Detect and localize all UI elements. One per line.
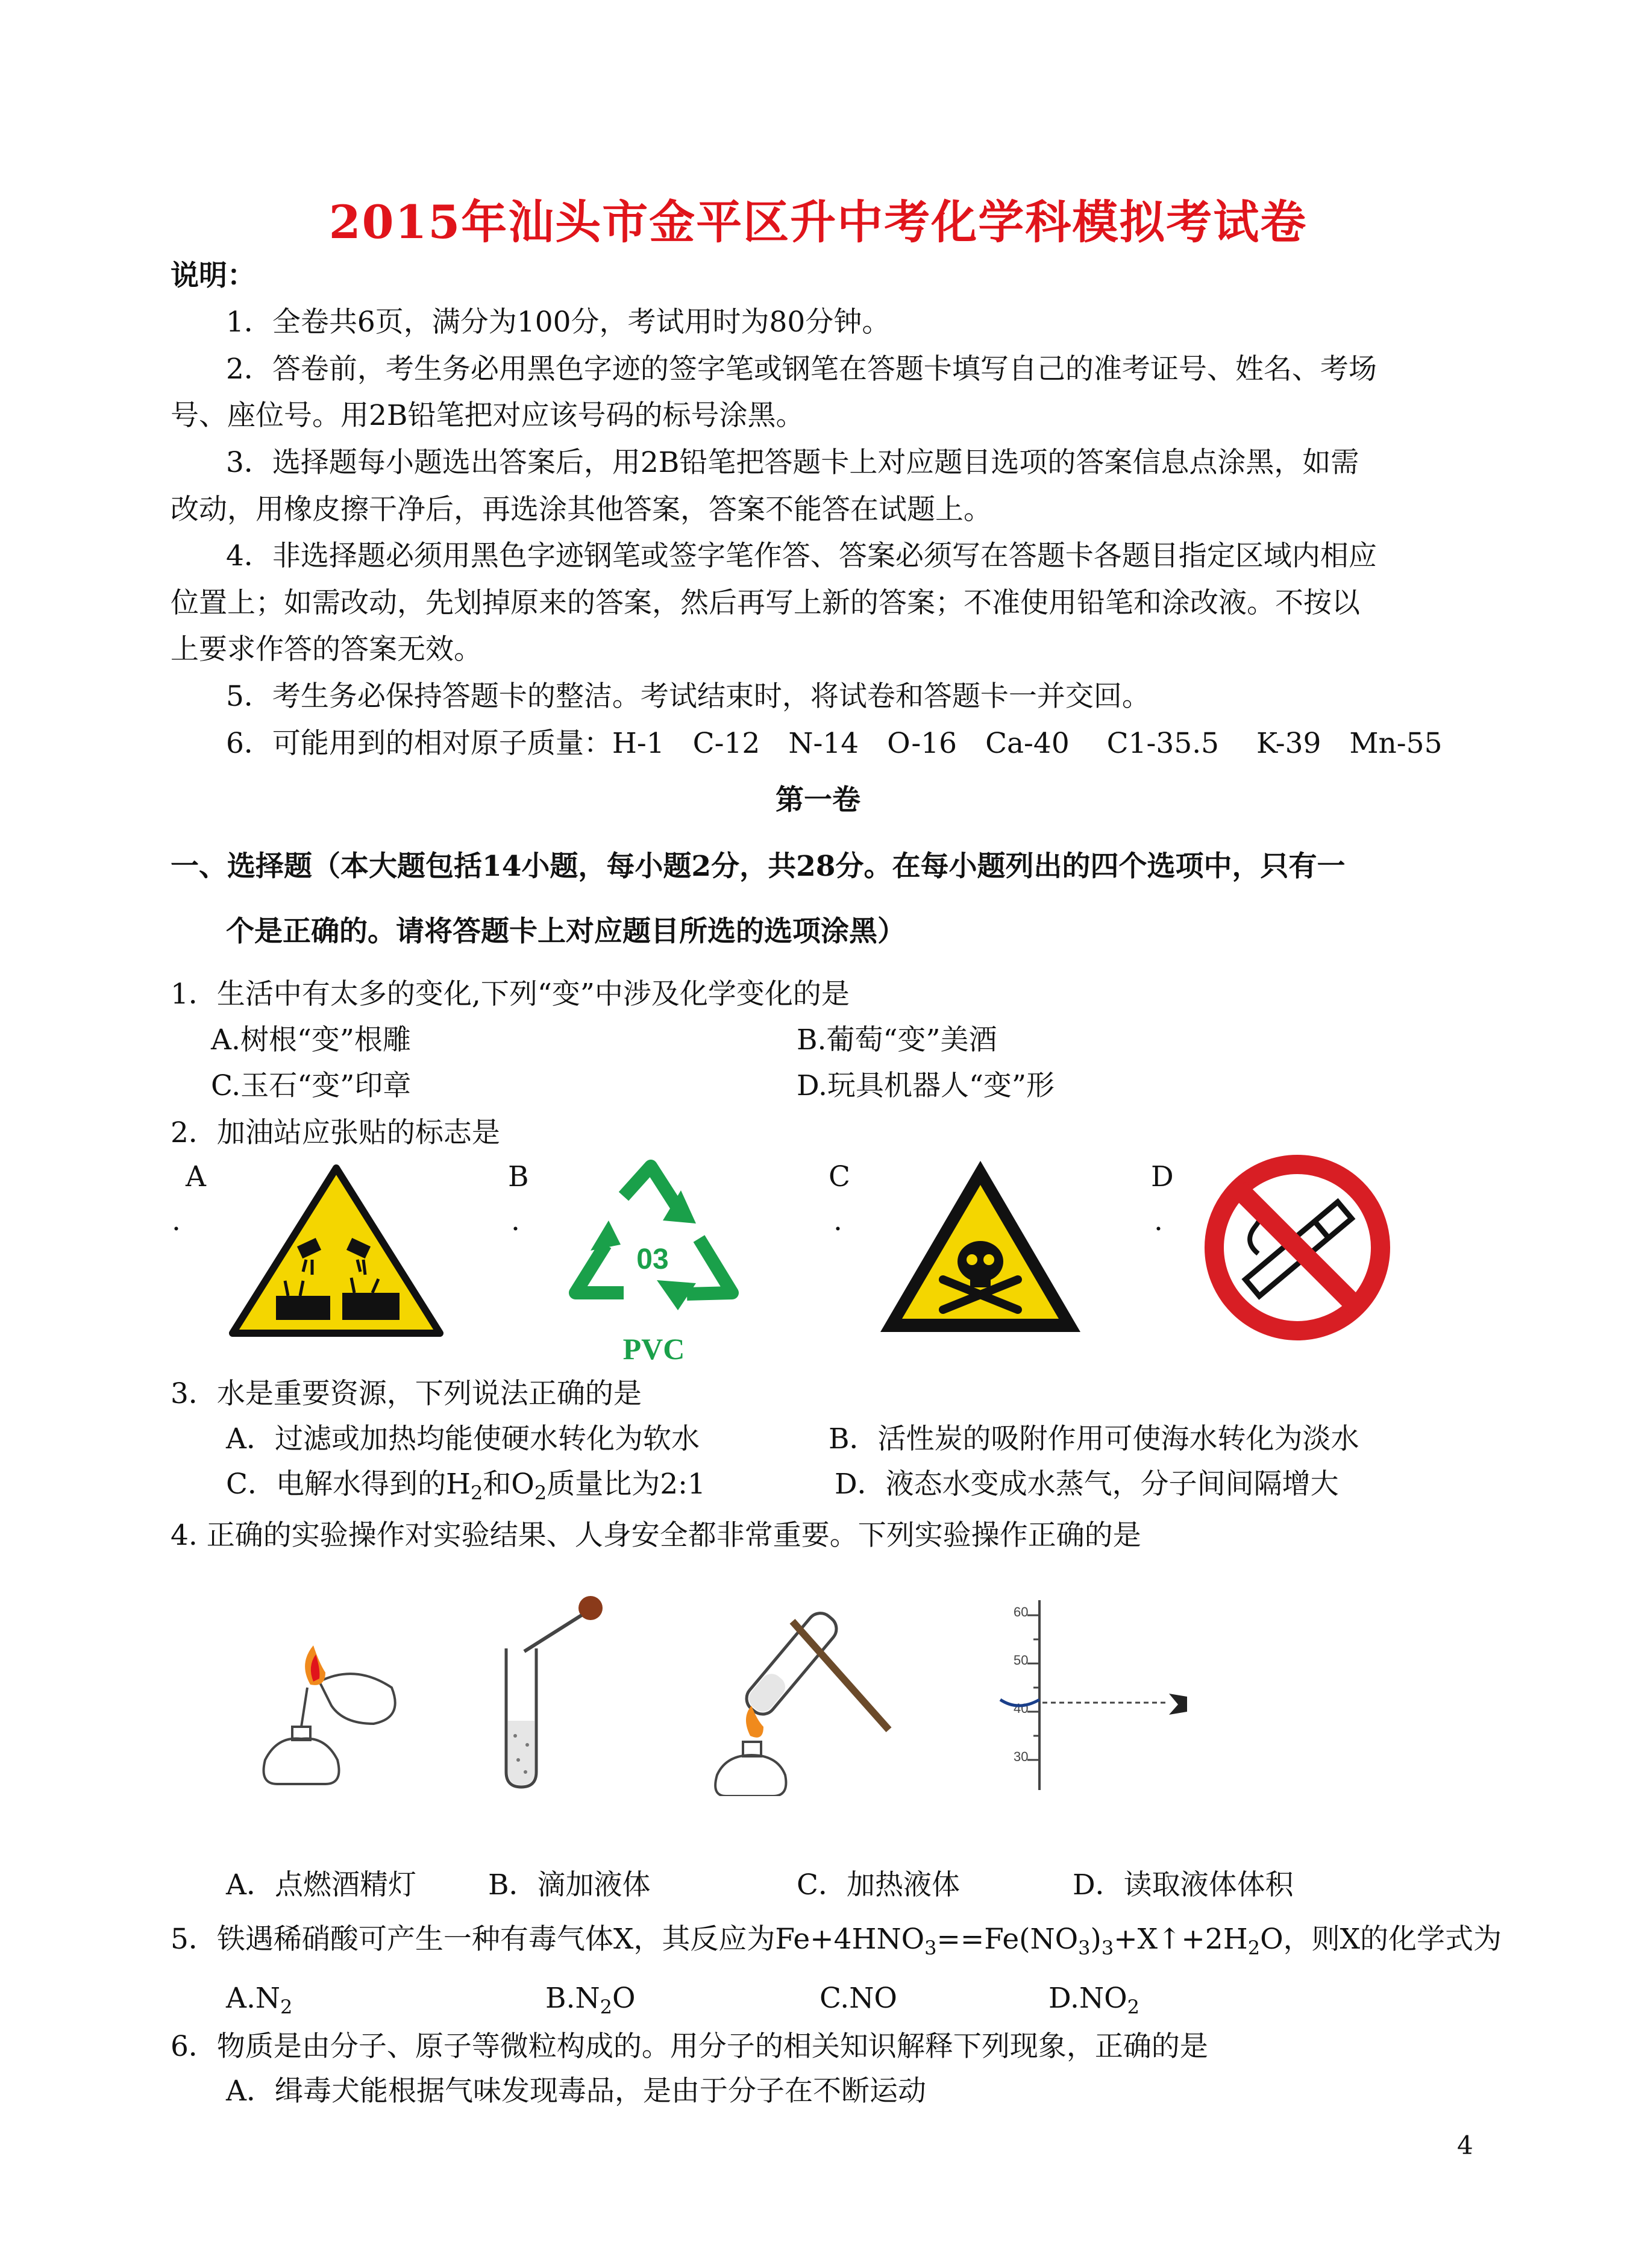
instruction-line: 上要求作答的答案无效。: [171, 633, 482, 666]
instruction-line: 6．可能用到的相对原子质量：H-1 C-12 N-14 O-16 Ca-40 C1-35.5 K-39 Mn-55: [226, 727, 1443, 760]
pvc-number: 03: [636, 1243, 669, 1275]
question-4-stem: 4. 正确的实验操作对实验结果、人身安全都非常重要。下列实验操作正确的是: [171, 1519, 1141, 1552]
q1-option-d: D.玩具机器人“变”形: [797, 1069, 1055, 1102]
q1-option-b: B.葡萄“变”美酒: [797, 1023, 997, 1057]
q2-letter-a: A: [186, 1160, 206, 1193]
q5-option-d: $D.NO_2$: [1048, 1982, 1139, 2018]
q3-option-a: A．过滤或加热均能使硬水转化为软水: [226, 1422, 700, 1456]
question-6-stem: 6．物质是由分子、原子等微粒构成的。用分子的相关知识解释下列现象，正确的是: [171, 2030, 1208, 2063]
no-smoking-icon: [1201, 1151, 1394, 1344]
section-heading: 一、选择题（本大题包括14小题，每小题2分，共28分。在每小题列出的四个选项中，只有一: [171, 850, 1346, 883]
q2-dot: .: [172, 1204, 181, 1237]
question-1-stem: 1．生活中有太多的变化,下列“变”中涉及化学变化的是: [171, 978, 850, 1011]
page-number: 4: [1457, 2131, 1473, 2160]
volume-heading: 第一卷: [776, 784, 860, 817]
instruction-line: 3．选择题每小题选出答案后，用2B铅笔把答题卡上对应题目选项的答案信息点涂黑，如需: [226, 446, 1359, 479]
q3-option-d: D．液态水变成水蒸气，分子间间隔增大: [835, 1468, 1339, 1501]
lighting-alcohol-lamp-icon: [253, 1639, 410, 1790]
q2-dot: .: [511, 1204, 520, 1237]
q2-dot: .: [1154, 1204, 1163, 1237]
page-title: 2015年汕头市金平区升中考化学科模拟考试卷: [328, 195, 1308, 249]
cylinder-tick-60: 60: [1014, 1604, 1029, 1619]
q2-letter-b: B: [508, 1160, 529, 1193]
instruction-line: 5．考生务必保持答题卡的整洁。考试结束时，将试卷和答题卡一并交回。: [226, 680, 1150, 713]
q2-letter-c: C: [829, 1160, 850, 1193]
q1-option-a: A.树根“变”根雕: [211, 1023, 411, 1057]
reading-volume-icon: [988, 1597, 1217, 1796]
instruction-line: 位置上；如需改动，先划掉原来的答案，然后再写上新的答案；不准使用铅笔和涂改液。不按以: [171, 586, 1360, 620]
q2-dot: .: [833, 1204, 842, 1237]
q4-option-a: A．点燃酒精灯: [226, 1868, 416, 1902]
instruction-line: 4．非选择题必须用黑色字迹钢笔或签字笔作答、答案必须写在答题卡各题目指定区域内相应: [226, 539, 1377, 573]
recycle-pvc-icon: [557, 1154, 750, 1368]
question-3-stem: 3．水是重要资源，下列说法正确的是: [171, 1377, 642, 1410]
q4-option-c: C．加热液体: [797, 1868, 960, 1902]
q5-option-b: $B.N_2O$: [545, 1982, 636, 2018]
q3-option-b: B．活性炭的吸附作用可使海水转化为淡水: [829, 1422, 1359, 1456]
pvc-label: PVC: [622, 1332, 685, 1366]
instructions-heading: 说明：: [171, 259, 255, 292]
cylinder-tick-30: 30: [1014, 1749, 1029, 1764]
q5-option-c: C.NO: [820, 1982, 897, 2015]
heating-liquid-icon: [708, 1597, 901, 1796]
question-2-stem: 2．加油站应张贴的标志是: [171, 1116, 500, 1149]
q6-option-a: A．缉毒犬能根据气味发现毒品，是由于分子在不断运动: [226, 2075, 926, 2108]
question-5-stem: 5．铁遇稀硝酸可产生一种有毒气体X，其反应为$Fe+4HNO_3==Fe(NO_3)_3+X↑+2H_2O$，则X的化学式为: [171, 1923, 1502, 1959]
toxic-skull-warning-icon: [877, 1156, 1085, 1337]
instruction-line: 2．答卷前，考生务必用黑色字迹的签字笔或钢笔在答题卡填写自己的准考证号、姓名、考场: [226, 353, 1377, 386]
section-heading-cont: 个是正确的。请将答题卡上对应题目所选的选项涂黑）: [226, 915, 906, 948]
corrosive-warning-icon: [228, 1163, 445, 1338]
q1-option-c: C.玉石“变”印章: [211, 1069, 412, 1102]
instruction-line: 改动，用橡皮擦干净后，再选涂其他答案，答案不能答在试题上。: [171, 493, 992, 526]
cylinder-tick-40: 40: [1014, 1701, 1029, 1716]
q4-option-b: B．滴加液体: [488, 1868, 651, 1902]
q2-letter-d: D: [1151, 1160, 1174, 1193]
dropping-liquid-icon: [494, 1591, 615, 1790]
q3-option-c: C．电解水得到的$H_2$和$O_2$质量比为2:1: [226, 1468, 706, 1504]
instruction-line: 1．全卷共6页，满分为100分，考试用时为80分钟。: [226, 306, 891, 339]
instruction-line: 号、座位号。用2B铅笔把对应该号码的标号涂黑。: [171, 399, 804, 432]
q5-option-a: $A.N_2$: [226, 1982, 293, 2018]
q4-option-d: D．读取液体体积: [1073, 1868, 1294, 1902]
cylinder-tick-50: 50: [1014, 1653, 1029, 1668]
